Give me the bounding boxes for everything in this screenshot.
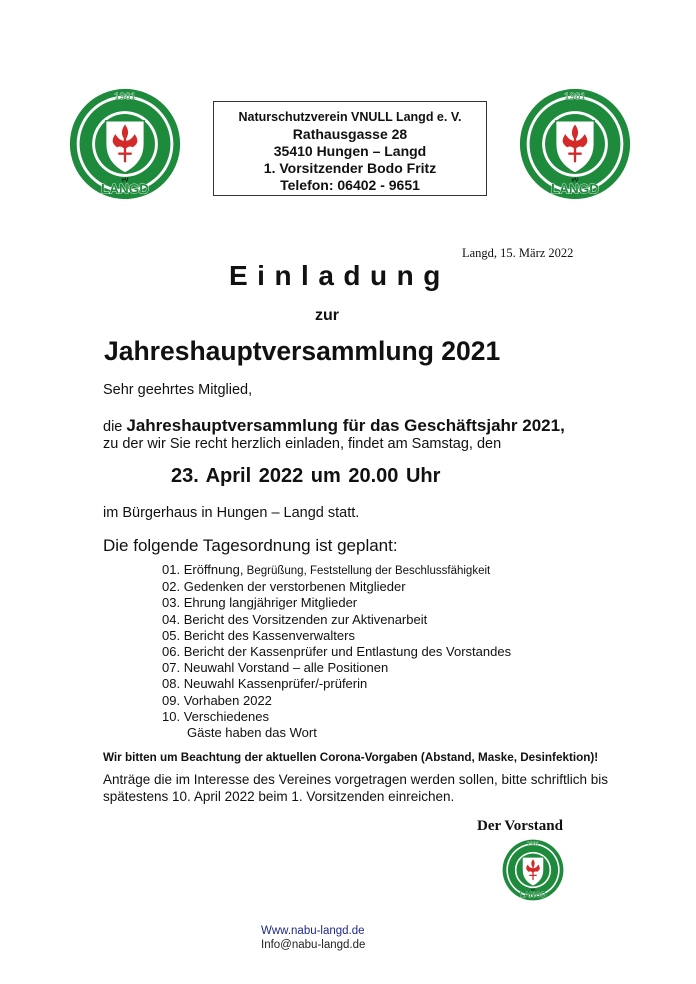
website-link[interactable]: Www.nabu-langd.de xyxy=(261,925,365,937)
agenda-item: 04. Bericht des Vorsitzenden zur Aktivenarbeit xyxy=(162,611,428,627)
intro-suffix: , xyxy=(560,416,565,435)
club-logo-right xyxy=(517,86,633,202)
intro-line2: zu der wir Sie recht herzlich einladen, findet am Samstag, den xyxy=(103,436,502,452)
antrag-note: Anträge die im Interesse des Vereines vorgetragen werden sollen, bitte schriftlich bis spätestens 10. April 2022 beim 1. Vorsitzenden einreichen. xyxy=(103,772,609,804)
title-zur: zur xyxy=(315,307,339,324)
title-main: Jahreshauptversammlung 2021 xyxy=(104,336,501,366)
agenda-item: 09. Vorhaben 2022 xyxy=(162,692,272,708)
location: im Bürgerhaus in Hungen – Langd statt. xyxy=(103,505,360,521)
date-line: Langd, 15. März 2022 xyxy=(462,246,574,260)
intro-prefix: die xyxy=(103,419,127,435)
agenda-item: 05. Bericht des Kassenverwalters xyxy=(162,627,355,643)
address-box xyxy=(213,101,487,196)
agenda-list xyxy=(162,562,511,741)
agenda-subitem: Gäste haben das Wort xyxy=(187,725,317,741)
club-emblem-icon xyxy=(501,838,565,902)
event-datetime: 23. April 2022 um 20.00 Uhr xyxy=(171,465,441,487)
agenda-item: 01. Eröffnung, Begrüßung, Feststellung der Beschlussfähigkeit xyxy=(162,562,491,577)
intro-line1 xyxy=(103,416,565,436)
agenda-item: 07. Neuwahl Vorstand – alle Positionen xyxy=(162,660,389,676)
org-name: Naturschutzverein VNULL Langd e. V. xyxy=(238,110,462,124)
page-title: Einladung xyxy=(229,260,450,291)
salutation: Sehr geehrtes Mitglied, xyxy=(103,382,253,398)
city: 35410 Hungen – Langd xyxy=(273,143,427,159)
street: Rathausgasse 28 xyxy=(292,126,408,142)
email-link[interactable]: Info@nabu-langd.de xyxy=(261,939,366,951)
signature: Der Vorstand xyxy=(477,818,563,834)
club-emblem-icon xyxy=(67,86,183,202)
agenda-item: 06. Bericht der Kassenprüfer und Entlastung des Vorstandes xyxy=(162,644,512,660)
corona-note: Wir bitten um Beachtung der aktuellen Corona-Vorgaben (Abstand, Maske, Desinfektion)! xyxy=(103,751,599,764)
phone: Telefon: 06402 - 9651 xyxy=(280,177,420,193)
club-emblem-icon xyxy=(517,86,633,202)
club-logo-left xyxy=(67,86,183,202)
club-logo-signature xyxy=(501,838,565,902)
agenda-item: 02. Gedenken der verstorbenen Mitglieder xyxy=(162,579,406,595)
intro-bold: Jahreshauptversammlung für das Geschäftsjahr 2021 xyxy=(126,416,561,435)
agenda-item: 03. Ehrung langjähriger Mitglieder xyxy=(162,595,358,611)
agenda-item: 10. Verschiedenes xyxy=(162,708,269,724)
chair: 1. Vorsitzender Bodo Fritz xyxy=(263,160,437,176)
agenda-heading: Die folgende Tagesordnung ist geplant: xyxy=(103,536,398,555)
agenda-item: 08. Neuwahl Kassenprüfer/-prüferin xyxy=(162,676,368,692)
